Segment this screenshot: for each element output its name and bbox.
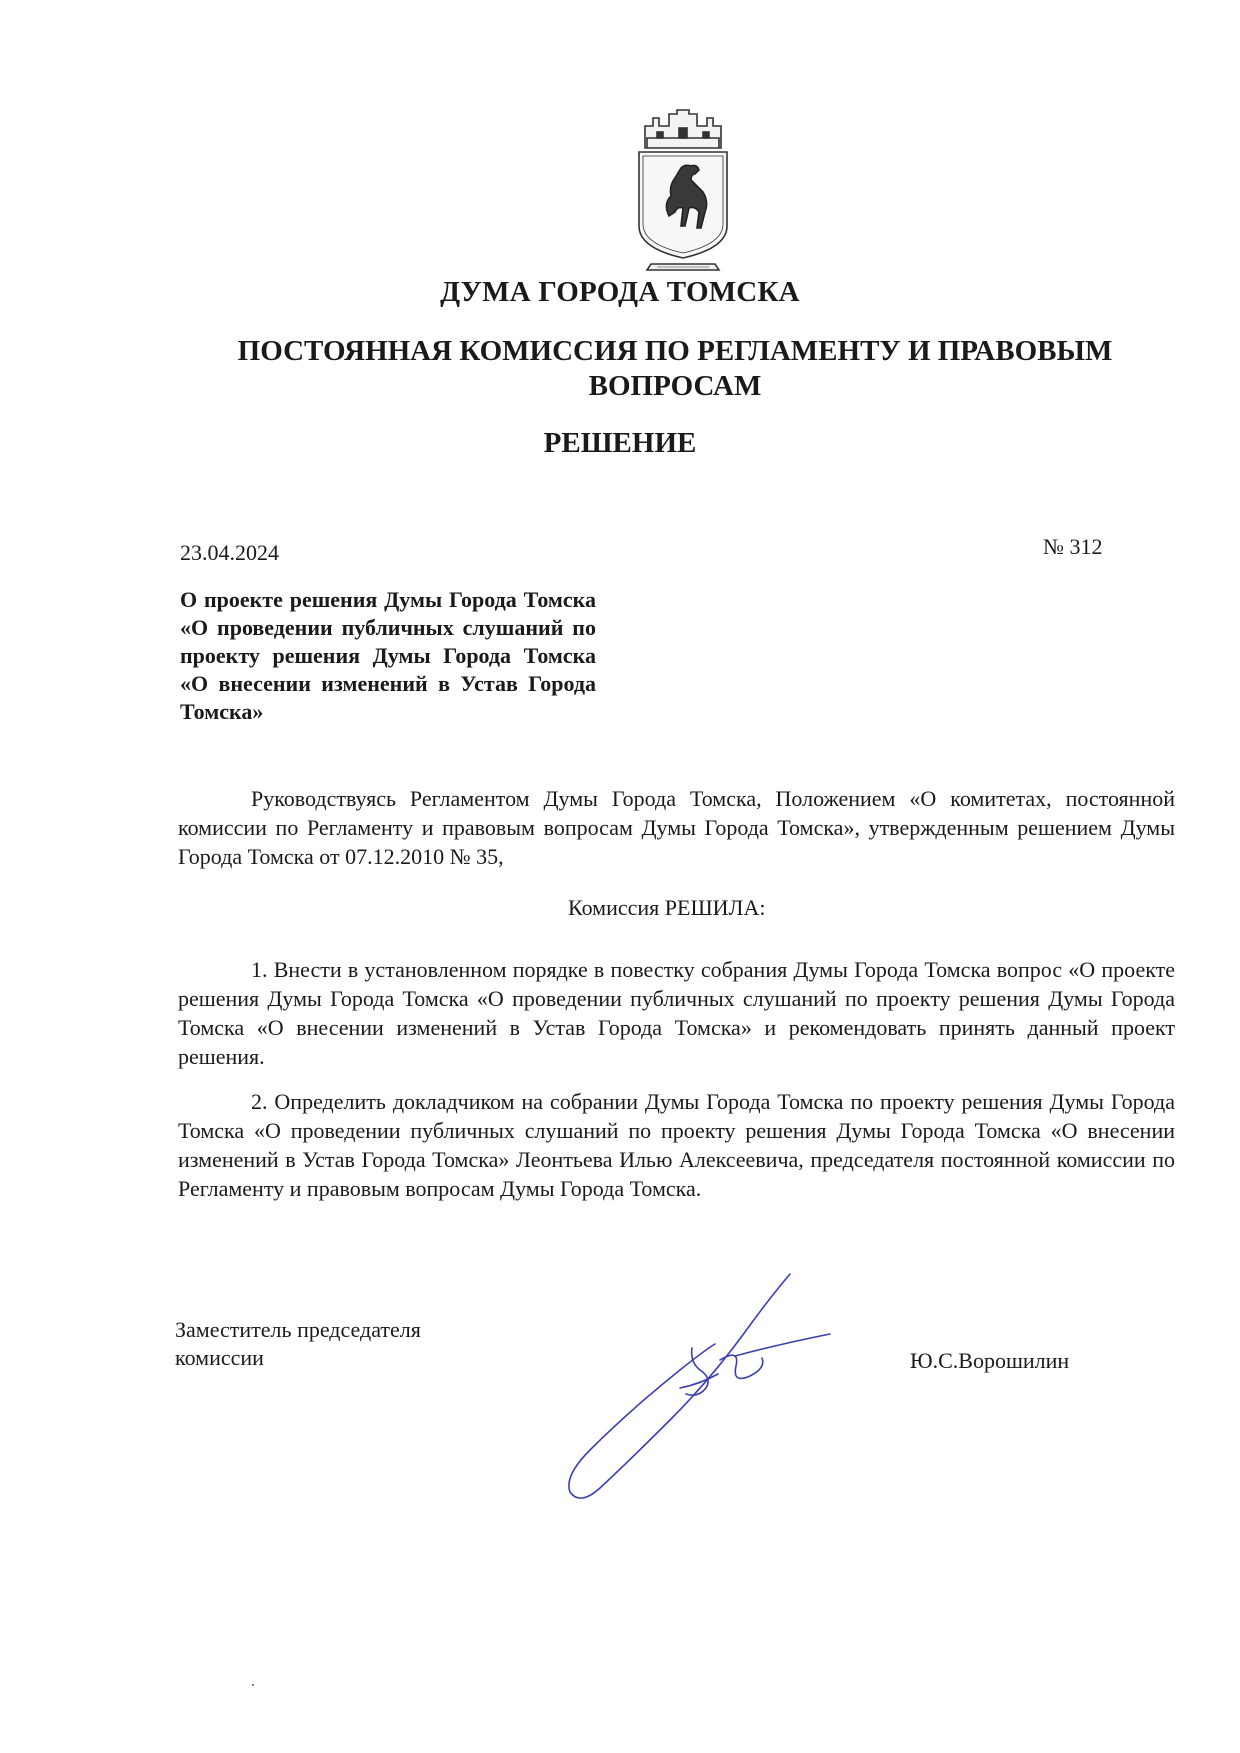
document-subject: О проекте решения Думы Города Томска «О проведении публичных слушаний по проекту решения Думы Города Томска «О внесении изменений в Устав Города Томска» bbox=[180, 587, 596, 724]
signatory-position-line-1: Заместитель председателя bbox=[175, 1317, 421, 1342]
decision-item-1: 1. Внести в установленном порядке в повестку собрания Думы Города Томска вопрос «О проекте решения Думы Города Томска «О проведении публичных слушаний по проекту решения Думы Города Томска «О внесении изменений в Устав Города Томска» и рекомендовать принять данный проект решения. bbox=[178, 957, 1175, 1069]
document-date: 23.04.2024 bbox=[180, 540, 279, 565]
commission-title: ПОСТОЯННАЯ КОМИССИЯ ПО РЕГЛАМЕНТУ И ПРАВОВЫМ ВОПРОСАМ bbox=[237, 335, 1113, 402]
city-coat-of-arms-icon bbox=[633, 108, 733, 276]
signatory-position bbox=[175, 1316, 421, 1372]
scan-artifact bbox=[252, 1684, 254, 1686]
document-number: № 312 bbox=[1043, 534, 1103, 559]
handwritten-signature bbox=[540, 1270, 870, 1510]
decision-item-2: 2. Определить докладчиком на собрании Думы Города Томска по проекту решения Думы Города Томска «О проведении публичных слушаний по проекту решения Думы Города Томска «О внесении изменений в Устав Города Томска» Леонтьева Илью Алексеевича, председателя постоянной комиссии по Регламенту и правовым вопросам Думы Города Томска. bbox=[178, 1089, 1175, 1201]
signatory-name: Ю.С.Ворошилин bbox=[910, 1348, 1070, 1373]
document-type: РЕШЕНИЕ bbox=[543, 427, 697, 459]
decision-heading: Комиссия РЕШИЛА: bbox=[568, 895, 766, 920]
preamble-paragraph: Руководствуясь Регламентом Думы Города Томска, Положением «О комитетах, постоянной комиссии по Регламенту и правовым вопросам Думы Города Томска», утвержденным решением Думы Города Томска от 07.12.2010 № 35, bbox=[178, 786, 1175, 869]
signatory-position-line-2: комиссии bbox=[175, 1345, 264, 1370]
organization-title: ДУМА ГОРОДА ТОМСКА bbox=[440, 276, 800, 308]
